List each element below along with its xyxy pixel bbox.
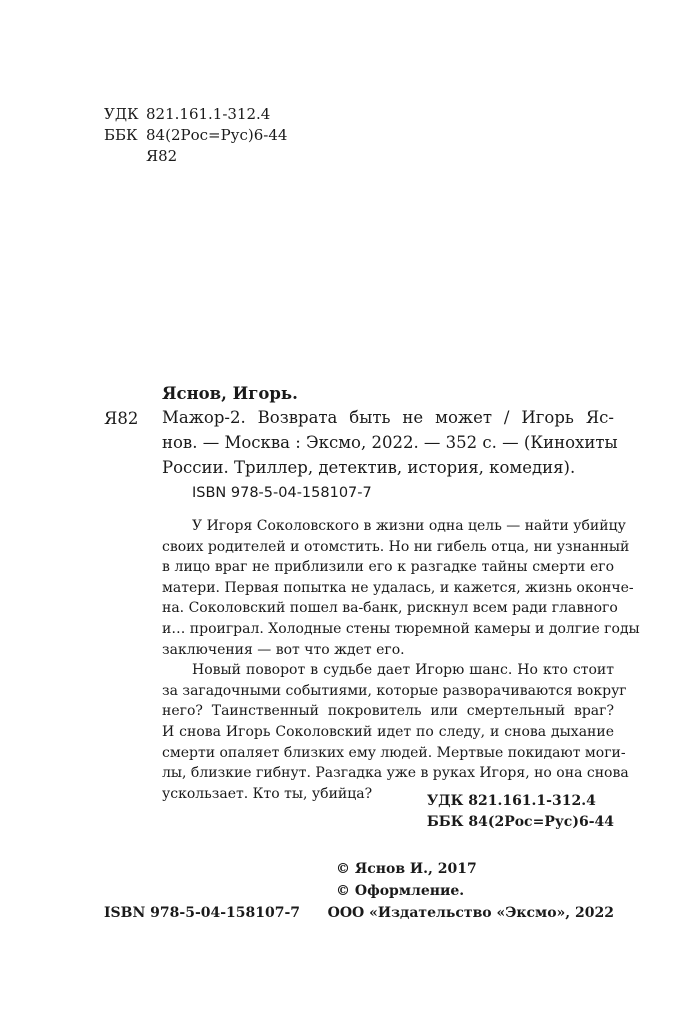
cutter-mark: Я82 [104,409,139,428]
annotation-line: ускользает. Кто ты, убийца? [162,785,373,802]
annotation-line: своих родителей и отомстить. Но ни гибель отца, ни узнанный [162,538,630,555]
cutter-top: Я82 [146,147,178,165]
copyright-author: © Яснов И., 2017 [336,861,477,877]
annotation-line: него? Таинственный покровитель или смертельный враг? [162,703,614,720]
annotation-line: матери. Первая попытка не удалась, и кажется, жизнь оконче- [162,579,634,596]
annotation-line: и… проиграл. Холодные стены тюремной камеры и долгие годы [162,620,640,637]
footer-codes [427,791,614,833]
bbk-value: 84(2Рос=Рус)6-44 [146,126,288,144]
bibliographic-description [162,405,618,480]
annotation-line: У Игоря Соколовского в жизни одна цель — найти убийцу [192,518,626,534]
cutter-line [104,146,177,167]
footer-bbk: ББК 84(2Рос=Рус)6-44 [426,814,614,830]
annotation-line: на. Соколовский пошел ва-банк, рискнул всем ради главного [162,600,618,617]
bib-line: нов. — Москва : Эксмо, 2022. — 352 с. — (Кинохиты [162,433,618,452]
copyright-design: © Оформление. [336,883,465,899]
udk-line [104,104,270,125]
annotation-line: Новый поворот в судьбе дает Игорю шанс. Но кто стоит [192,662,614,679]
bbk-label: ББК [104,126,138,144]
udk-label: УДК [104,105,139,123]
author-heading: Яснов, Игорь. [162,384,298,403]
bbk-line [104,125,287,146]
annotation-line: И снова Игорь Соколовский идет по следу, и снова дыхание [162,723,614,740]
bib-line: России. Триллер, детектив, история, комедия). [162,458,576,477]
udk-value: 821.161.1-312.4 [146,105,271,123]
bib-line: Мажор-2. Возврата быть не может / Игорь Яс- [162,408,614,427]
annotation [162,516,640,804]
publisher-copyright: ООО «Издательство «Эксмо», 2022 [327,905,614,921]
footer-isbn: ISBN 978-5-04-158107-7 [104,905,301,921]
annotation-line: в лицо враг не приблизили его к разгадке тайны смерти его [162,559,614,576]
footer-udk: УДК 821.161.1-312.4 [426,793,596,809]
annotation-line: смерти опаляет близких ему людей. Мертвые покидают моги- [162,744,626,761]
annotation-line: лы, близкие гибнут. Разгадка уже в руках Игоря, но она снова [162,765,629,782]
isbn-record: ISBN 978-5-04-158107-7 [192,485,372,501]
annotation-line: за загадочными событиями, которые разворачиваются вокруг [162,682,627,699]
annotation-line: заключения — вот что ждет его. [162,641,405,658]
